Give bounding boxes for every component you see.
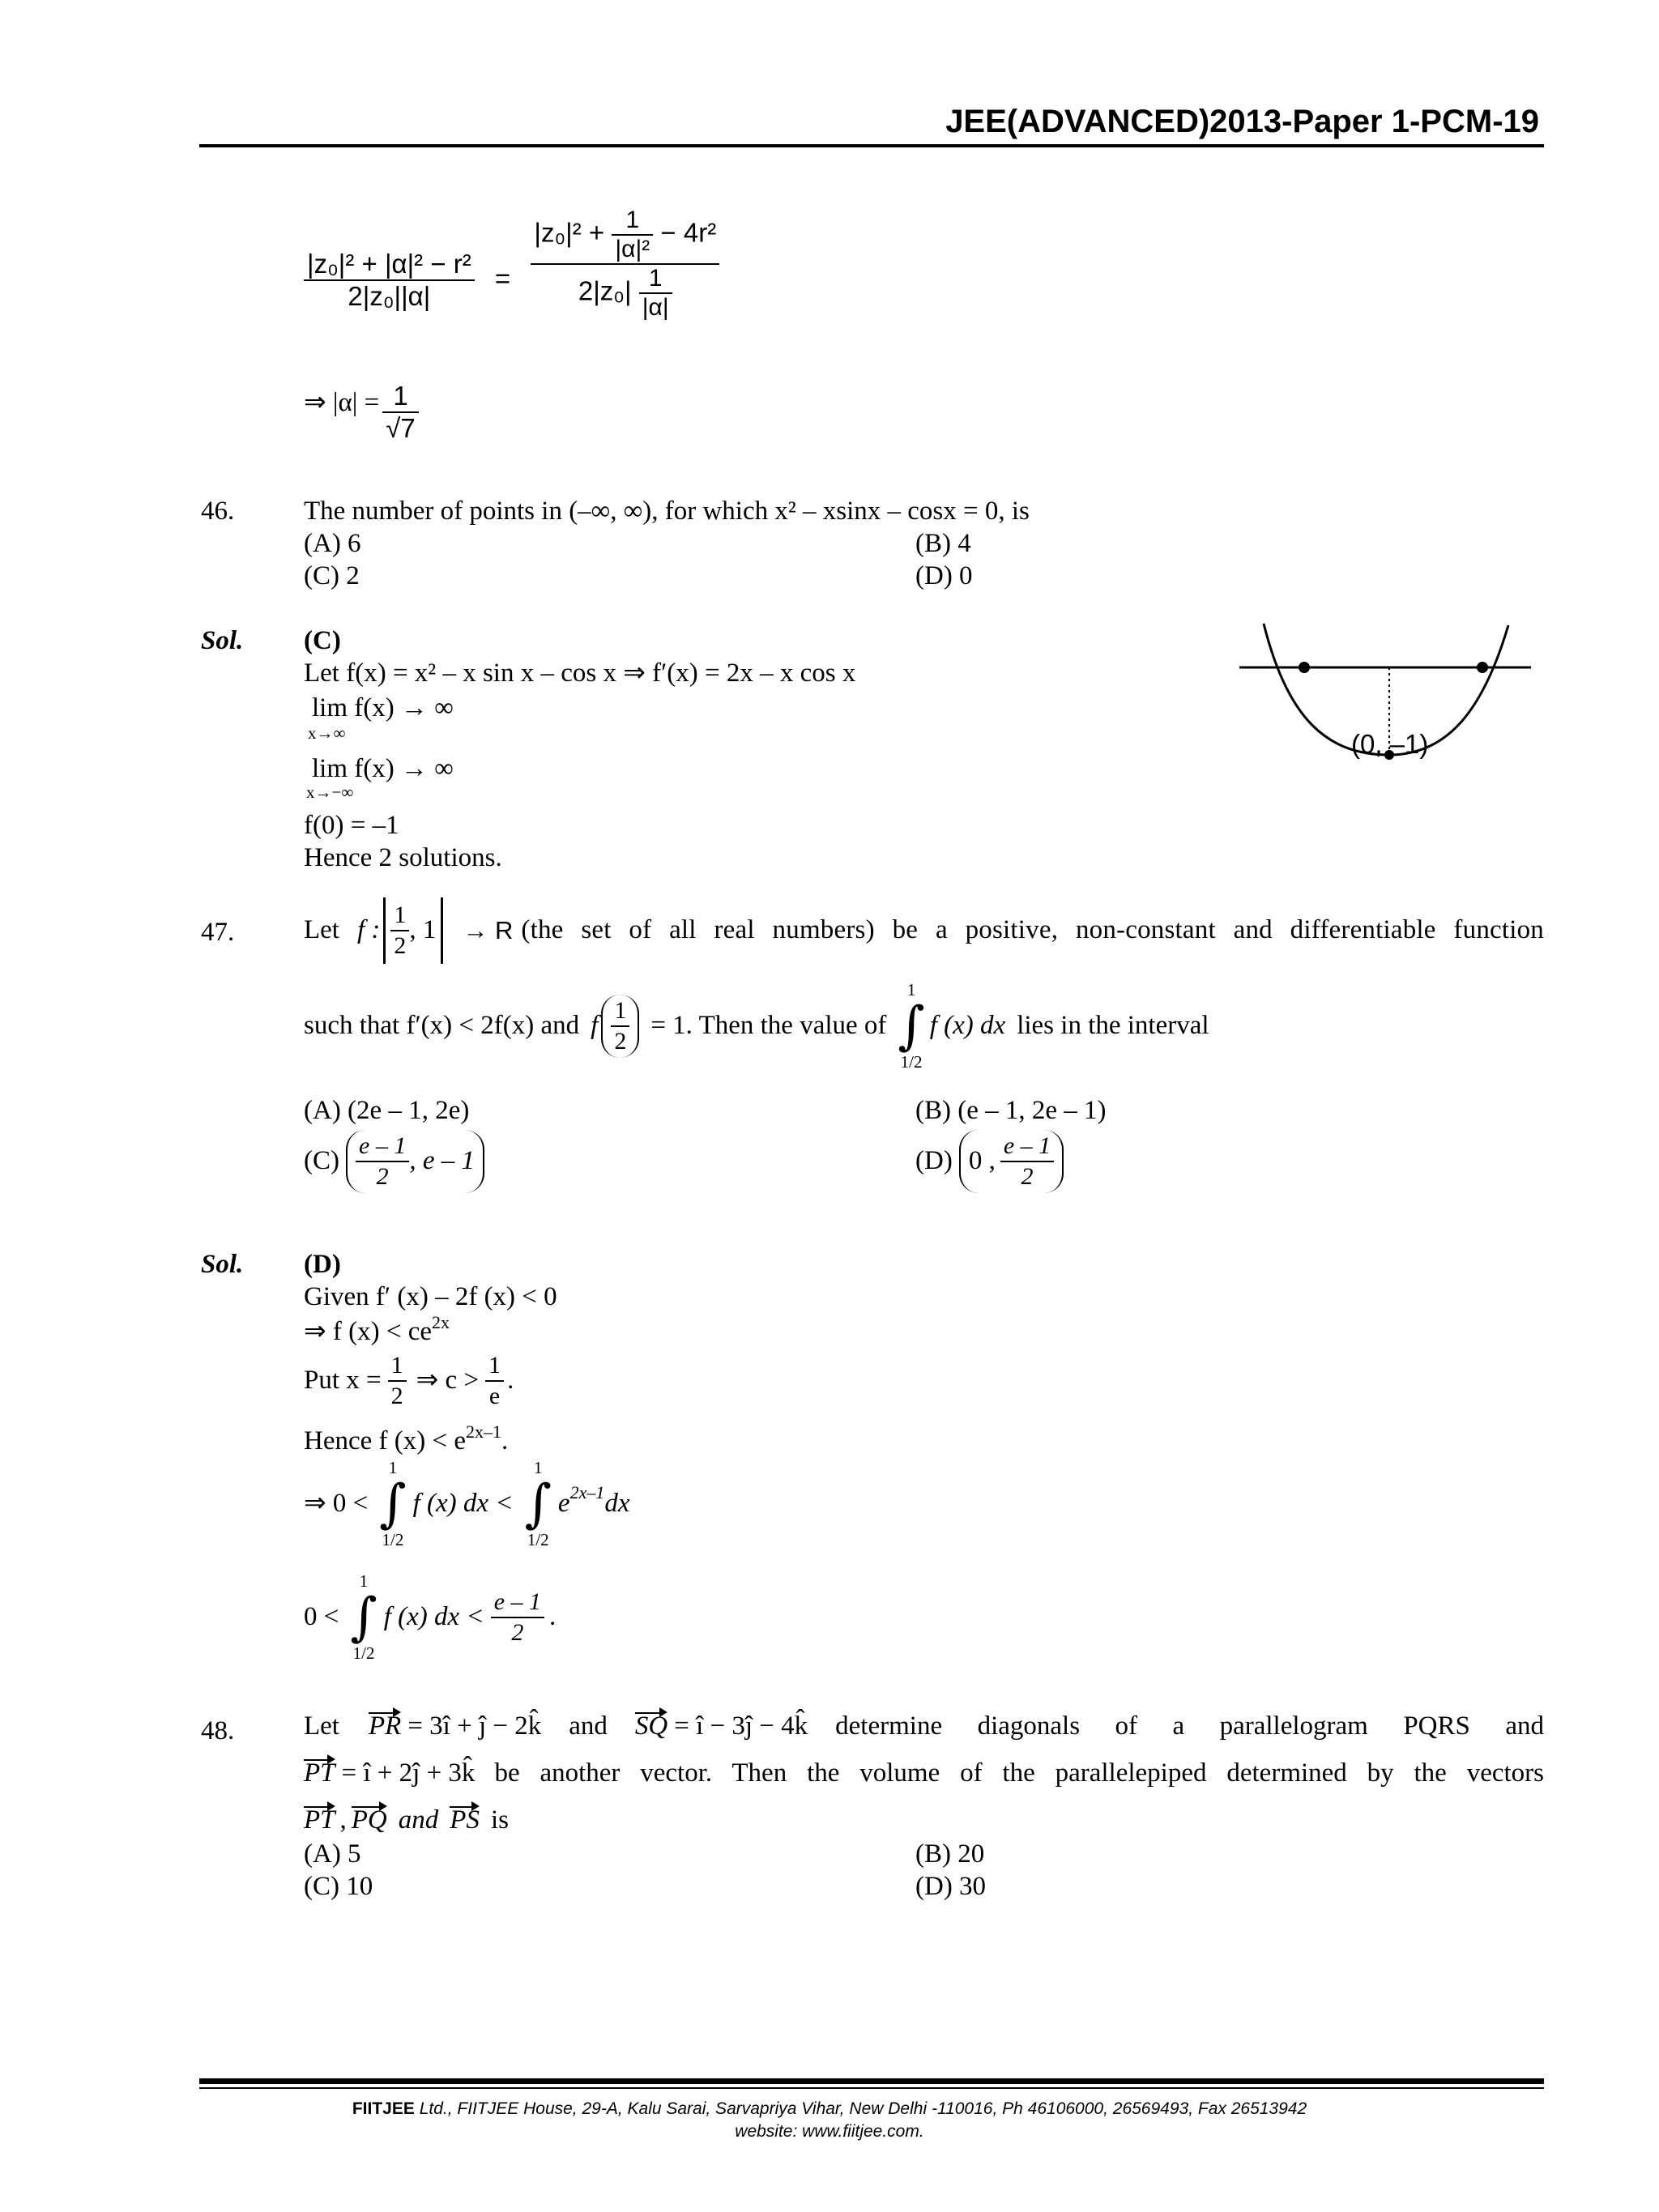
q48-PR-expr: = 3î + ĵ − 2k̂ (407, 1711, 542, 1741)
footer-website: website: www.fiitjee.com. (735, 2122, 924, 2141)
q48-number: 48. (201, 1716, 235, 1745)
q46-option-b: (B) 4 (915, 529, 971, 558)
q47-option-c (304, 1130, 484, 1193)
intro-rhs-inner-frac (612, 207, 653, 263)
q47-sol-line-4-text: Hence f (x) < e (304, 1426, 466, 1455)
q48-is: is (490, 1805, 509, 1835)
q47-sol-line-3-frac1 (388, 1351, 407, 1411)
q47-sol-line-3-mid: ⇒ c > (416, 1366, 480, 1396)
q47-option-d (915, 1130, 1064, 1193)
q47-integral-upper: 1 (906, 980, 916, 999)
q47-text2b: = 1. Then the value of (650, 1011, 887, 1041)
q47-option-c-num: e – 1 (356, 1132, 409, 1162)
intro-equation (304, 207, 719, 322)
q48-option-a: (A) 5 (304, 1839, 361, 1869)
q47-sol-line-6-end: . (549, 1602, 557, 1632)
q47-domain-interval (383, 897, 443, 964)
q46-option-d: (D) 0 (915, 561, 973, 590)
q46-question: The number of points in (–∞, ∞), for which x² – xsinx – cosx = 0, is (304, 497, 1030, 526)
q47-option-d-frac (1000, 1132, 1054, 1191)
q47-sol-line-6-frac (491, 1588, 544, 1647)
q47-sol-line-5-dx: dx (604, 1489, 630, 1519)
q47-sol-line-6-mid: f (x) dx < (383, 1602, 484, 1632)
q47-f-colon: f : (356, 915, 381, 945)
q47-f-half-frac (611, 996, 629, 1056)
q47-sol-int1-upper: 1 (388, 1458, 398, 1477)
intro-rhs-den-a: 2|z₀| (578, 275, 632, 306)
q47-option-c-frac (356, 1132, 409, 1191)
q48-vector-SQ: SQ (635, 1711, 667, 1743)
q46-line-2-sub: x→∞ (308, 723, 346, 743)
q48-line-3 (304, 1805, 509, 1837)
q46-parabola-graph (1239, 616, 1531, 794)
q46-line-2: lim f(x) → ∞ (312, 693, 454, 722)
q47-sol-line-2 (304, 1312, 450, 1349)
header-rule (199, 144, 1544, 147)
intro-lhs-num: |z₀|² + |α|² − r² (304, 249, 475, 281)
q47-option-c-paren (346, 1130, 484, 1193)
q46-answer: (C) (304, 626, 341, 655)
q48-vec-PQ: PQ (352, 1805, 387, 1837)
q47-sol-line-5-sup: 2x–1 (569, 1482, 605, 1502)
q47-domain-frac (390, 901, 409, 961)
q47-f-half-den: 2 (614, 1028, 627, 1055)
q47-sol-line-5-integral2 (525, 1458, 552, 1550)
q47-sol-line-1: Given f′ (x) – 2f (x) < 0 (304, 1282, 557, 1311)
q47-integral-lower: 1/2 (900, 1052, 923, 1072)
intro-result (304, 381, 419, 444)
q47-statement-line1 (304, 897, 1544, 964)
footer-rule-thin (199, 2087, 1544, 2089)
q47-sol-line-3-d2: e (488, 1383, 501, 1409)
intro-rhs-fraction (531, 207, 719, 322)
q47-sol-line-3-frac2 (485, 1351, 504, 1411)
q47-sol-line-4 (304, 1421, 509, 1458)
q48-text2: be another vector. Then the volume of the parallelepiped determined by the vectors (494, 1758, 1544, 1788)
q47-sol-line-3-n1: 1 (388, 1351, 407, 1382)
graph-root-right (1477, 662, 1488, 673)
integral-sign-icon: ∫ (524, 1474, 552, 1534)
integral-sign-icon: ∫ (379, 1474, 407, 1534)
q47-sol-line-4-end: . (501, 1426, 509, 1455)
q47-arrow-R: → R (463, 916, 514, 944)
integral-sign-icon: ∫ (350, 1588, 377, 1647)
footer-brand: FIITJEE (352, 2099, 415, 2118)
intro-lhs-den: 2|z₀||α| (348, 281, 431, 311)
q46-option-a: (A) 6 (304, 529, 361, 558)
q47-sol-line-3-pre: Put x = (304, 1366, 382, 1396)
intro-result-frac (382, 381, 418, 444)
q47-integrand: f (x) dx (929, 1011, 1006, 1041)
q47-answer: (D) (304, 1250, 341, 1279)
q48-PT-expr: = î + 2ĵ + 3k̂ (341, 1758, 476, 1788)
intro-rhs-inner-num: 1 (612, 207, 653, 236)
q46-line-1: Let f(x) = x² – x sin x – cos x ⇒ f′(x) = 2x – x cos x (304, 658, 856, 688)
intro-rhs-den-num: 1 (639, 265, 672, 294)
q47-option-d-paren (959, 1130, 1064, 1193)
q47-sol-int2-upper: 1 (534, 1458, 543, 1477)
q47-option-d-den: 2 (1021, 1163, 1034, 1190)
q47-option-b: (B) (e – 1, 2e – 1) (915, 1096, 1107, 1125)
q47-f-half-paren (601, 995, 639, 1058)
q48-option-b: (B) 20 (915, 1839, 985, 1869)
q46-sol-label: Sol. (201, 626, 244, 655)
q47-sol-line-5-e: e (557, 1489, 570, 1519)
q47-let: Let (304, 915, 339, 945)
q48-line-1 (304, 1711, 1544, 1743)
q47-option-c-label: (C) (304, 1146, 339, 1176)
intro-result-den: √7 (386, 413, 416, 443)
q46-option-c: (C) 2 (304, 561, 360, 590)
q47-sol-line-6-den: 2 (511, 1619, 524, 1646)
intro-result-pre: ⇒ |α| = (304, 387, 380, 417)
q47-text2a: such that f′(x) < 2f(x) and (304, 1011, 580, 1041)
intro-rhs-num-a: |z₀|² + (534, 217, 605, 248)
q47-sol-line-3-n2: 1 (485, 1351, 504, 1382)
q47-sol-line-5-integral1 (379, 1458, 406, 1550)
q47-sol-line-2-text: ⇒ f (x) < ce (304, 1317, 433, 1346)
q48-vec-PT: PT (304, 1805, 335, 1837)
q47-sol-line-3 (304, 1351, 514, 1411)
q46-graph-label: (0, –1) (1351, 729, 1429, 759)
q47-sol-line-3-end: . (507, 1366, 514, 1396)
q48-let: Let (304, 1711, 339, 1741)
q48-option-d: (D) 30 (915, 1872, 987, 1901)
q47-sol-line-6-pre: 0 < (304, 1602, 339, 1632)
q47-option-c-den: 2 (376, 1163, 389, 1190)
q48-option-c: (C) 10 (304, 1872, 373, 1901)
q47-text2c: lies in the interval (1017, 1011, 1209, 1041)
q46-line-5: Hence 2 solutions. (304, 843, 502, 872)
q47-integral (898, 980, 924, 1072)
q47-sol-int2-lower: 1/2 (527, 1530, 549, 1549)
q48-vector-PR: PR (369, 1711, 401, 1743)
q47-sol-line-5-mid: f (x) dx < (412, 1489, 514, 1519)
q47-number: 47. (201, 918, 235, 947)
q47-sol-line-6 (304, 1571, 556, 1664)
q47-statement-line2 (304, 980, 1209, 1072)
q47-domain-den: 2 (394, 932, 407, 959)
q48-line-2 (304, 1758, 1544, 1790)
q47-option-c-tail: , e – 1 (409, 1146, 475, 1176)
q47-option-a: (A) (2e – 1, 2e) (304, 1096, 470, 1125)
q48-vec-PS: PS (450, 1805, 480, 1837)
q48-vector-PT: PT (304, 1758, 335, 1790)
graph-root-left (1299, 662, 1310, 673)
q47-option-d-label: (D) (915, 1146, 953, 1176)
q48-and2: and (398, 1805, 439, 1835)
q46-line-3: lim f(x) → ∞ (312, 754, 454, 783)
q46-line-4: f(0) = –1 (304, 811, 399, 840)
q47-f-half-num: 1 (611, 996, 629, 1027)
q47-option-d-num: e – 1 (1000, 1132, 1054, 1162)
q47-sol-line-6-num: e – 1 (491, 1588, 544, 1618)
q47-sol-label: Sol. (201, 1250, 244, 1279)
q47-domain-tail: , 1 (409, 915, 437, 945)
intro-rhs-den-frac (639, 265, 672, 322)
q47-sol-line-5-pre: ⇒ 0 < (304, 1489, 369, 1519)
q47-sol-line-3-d1: 2 (390, 1383, 403, 1409)
intro-lhs-fraction (304, 249, 475, 312)
intro-rhs-num-b: − 4r² (660, 217, 717, 248)
footer-rule-thick (199, 2078, 1544, 2084)
q47-sol-line-5 (304, 1458, 630, 1550)
intro-rhs-inner-den: |α|² (615, 236, 650, 262)
intro-rhs-den (531, 265, 719, 322)
intro-rhs-num (531, 207, 719, 265)
q48-and1: and (569, 1711, 608, 1741)
q47-sol-int3-lower: 1/2 (352, 1643, 375, 1663)
q47-sol-int3-upper: 1 (359, 1571, 369, 1591)
q47-option-d-head: 0 , (968, 1146, 996, 1176)
page-header-title: JEE(ADVANCED)2013-Paper 1-PCM-19 (945, 104, 1539, 139)
intro-result-num: 1 (382, 381, 418, 413)
q47-sol-line-2-sup: 2x (432, 1312, 450, 1332)
q47-sol-line-6-integral (350, 1571, 377, 1664)
intro-rhs-den-den: |α| (642, 294, 669, 321)
intro-equals: = (494, 262, 511, 293)
q48-SQ-expr: = î − 3ĵ − 4k̂ (674, 1711, 808, 1741)
q47-text1: (the set of all real numbers) be a positive, non-constant and differentiable function (521, 915, 1544, 945)
q46-line-3-sub: x→−∞ (306, 782, 354, 802)
q48-comma: , (339, 1805, 347, 1835)
integral-sign-icon: ∫ (898, 996, 925, 1056)
footer-address-text: Ltd., FIITJEE House, 29-A, Kalu Sarai, Sarvapriya Vihar, New Delhi -110016, Ph 46106000, 26569493, Fax 26513942 (419, 2099, 1307, 2118)
q47-sol-line-4-sup: 2x–1 (466, 1421, 501, 1442)
footer-address (0, 2099, 1659, 2119)
q47-domain-num: 1 (390, 901, 409, 931)
q46-number: 46. (201, 497, 235, 526)
q47-sol-int1-lower: 1/2 (382, 1530, 404, 1549)
q47-f: f (591, 1011, 599, 1041)
q48-text1: determine diagonals of a parallelogram PQRS and (835, 1711, 1544, 1741)
